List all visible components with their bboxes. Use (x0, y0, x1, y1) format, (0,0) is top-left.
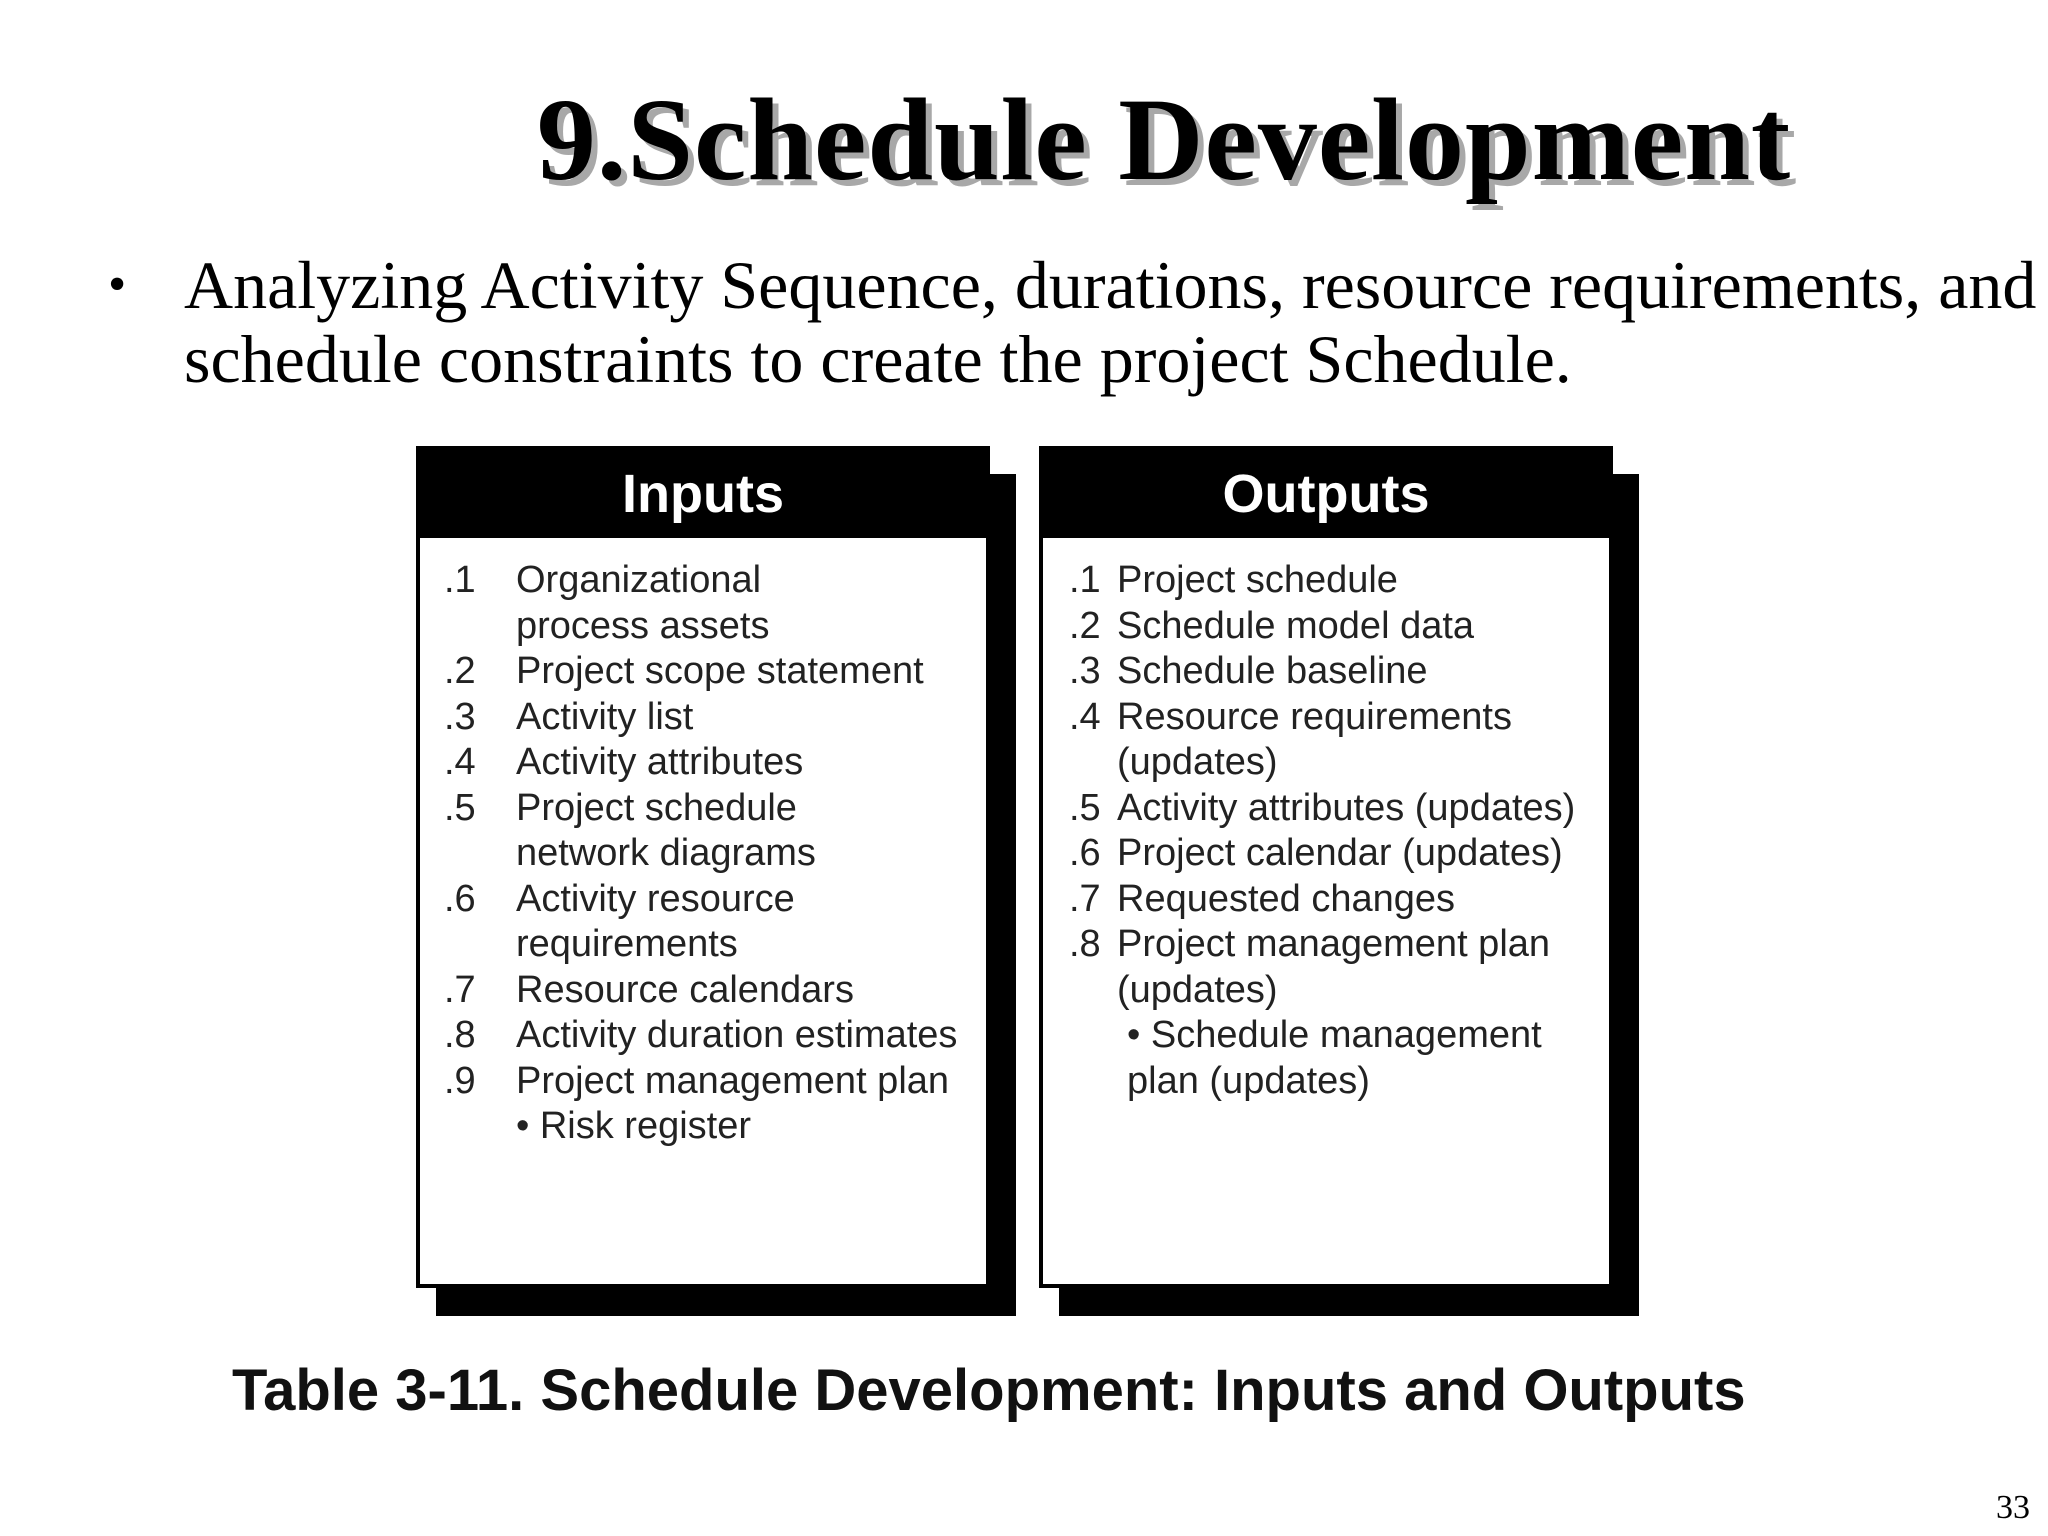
slide-title: 9.Schedule Development (536, 74, 1792, 205)
inputs-item-text: Project schedule network diagrams (516, 786, 816, 874)
inputs-item-number: .6 (444, 877, 476, 920)
outputs-list (1043, 558, 1609, 1104)
inputs-item-text: Organizational process assets (516, 559, 770, 647)
inputs-item (420, 695, 986, 741)
inputs-item (420, 786, 986, 877)
bullet-dot-icon: • (108, 256, 127, 313)
outputs-item-text: Activity attributes (updates) (1117, 786, 1576, 829)
inputs-item (420, 1059, 986, 1105)
outputs-item (1043, 831, 1609, 877)
outputs-heading: Outputs (1043, 450, 1609, 538)
outputs-item-text: Resource requirements (updates) (1117, 695, 1512, 783)
inputs-item-text: Activity attributes (516, 741, 804, 783)
outputs-item-number: .2 (1069, 604, 1101, 647)
outputs-item (1043, 786, 1609, 832)
inputs-item (420, 1013, 986, 1059)
inputs-item (420, 740, 986, 786)
outputs-item-number: .3 (1069, 650, 1101, 692)
outputs-item-text: Project management plan (updates) (1117, 923, 1551, 1011)
inputs-sub-item (420, 1104, 986, 1150)
inputs-panel (416, 446, 1012, 1288)
inputs-list (420, 558, 986, 1150)
outputs-item-number: .8 (1069, 923, 1101, 965)
outputs-item (1043, 877, 1609, 923)
inputs-item-number: .8 (444, 1014, 476, 1056)
inputs-item-text: Activity duration estimates (516, 1014, 958, 1056)
page-number: 33 (1996, 1489, 2030, 1526)
figure-caption: Table 3-11. Schedule Development: Inputs and Outputs (232, 1358, 1746, 1423)
inputs-item-number: .4 (444, 741, 476, 783)
inputs-item-number: .9 (444, 1059, 476, 1102)
outputs-item-text: Project calendar (updates) (1117, 832, 1563, 874)
inputs-item-number: .5 (444, 786, 476, 829)
inputs-item-number: .3 (444, 695, 476, 738)
inputs-item (420, 968, 986, 1014)
inputs-item-number: .7 (444, 968, 476, 1011)
inputs-item-text: Activity list (516, 695, 694, 738)
outputs-item (1043, 922, 1609, 1013)
outputs-item-number: .4 (1069, 695, 1101, 738)
outputs-item (1043, 649, 1609, 695)
bullet-text: Analyzing Activity Sequence, durations, resource requirements, and schedule constraints to create the project Schedule. (184, 247, 2037, 397)
outputs-panel (1039, 446, 1635, 1288)
outputs-sub-item-text: • Schedule management plan (updates) (1127, 1014, 1542, 1102)
outputs-item-number: .1 (1069, 559, 1101, 601)
outputs-item-text: Schedule baseline (1117, 650, 1428, 692)
inputs-item (420, 558, 986, 649)
inputs-sub-item-text: • Risk register (516, 1105, 752, 1147)
outputs-item-text: Schedule model data (1117, 604, 1475, 647)
outputs-item (1043, 558, 1609, 604)
outputs-item (1043, 604, 1609, 650)
outputs-sub-item (1043, 1013, 1609, 1104)
inputs-item-text: Project management plan (516, 1059, 950, 1102)
inputs-item (420, 649, 986, 695)
outputs-item (1043, 695, 1609, 786)
outputs-item-number: .6 (1069, 832, 1101, 874)
outputs-item-text: Project schedule (1117, 559, 1398, 601)
inputs-panel-box (416, 446, 990, 1288)
inputs-heading: Inputs (420, 450, 986, 538)
inputs-item-text: Resource calendars (516, 968, 854, 1011)
outputs-panel-box (1039, 446, 1613, 1288)
outputs-item-text: Requested changes (1117, 877, 1456, 920)
outputs-item-number: .7 (1069, 877, 1101, 920)
inputs-item-text: Project scope statement (516, 650, 924, 692)
inputs-item-text: Activity resource requirements (516, 877, 795, 965)
inputs-item-number: .2 (444, 650, 476, 692)
inputs-item-number: .1 (444, 559, 476, 601)
inputs-item (420, 877, 986, 968)
outputs-item-number: .5 (1069, 786, 1101, 829)
